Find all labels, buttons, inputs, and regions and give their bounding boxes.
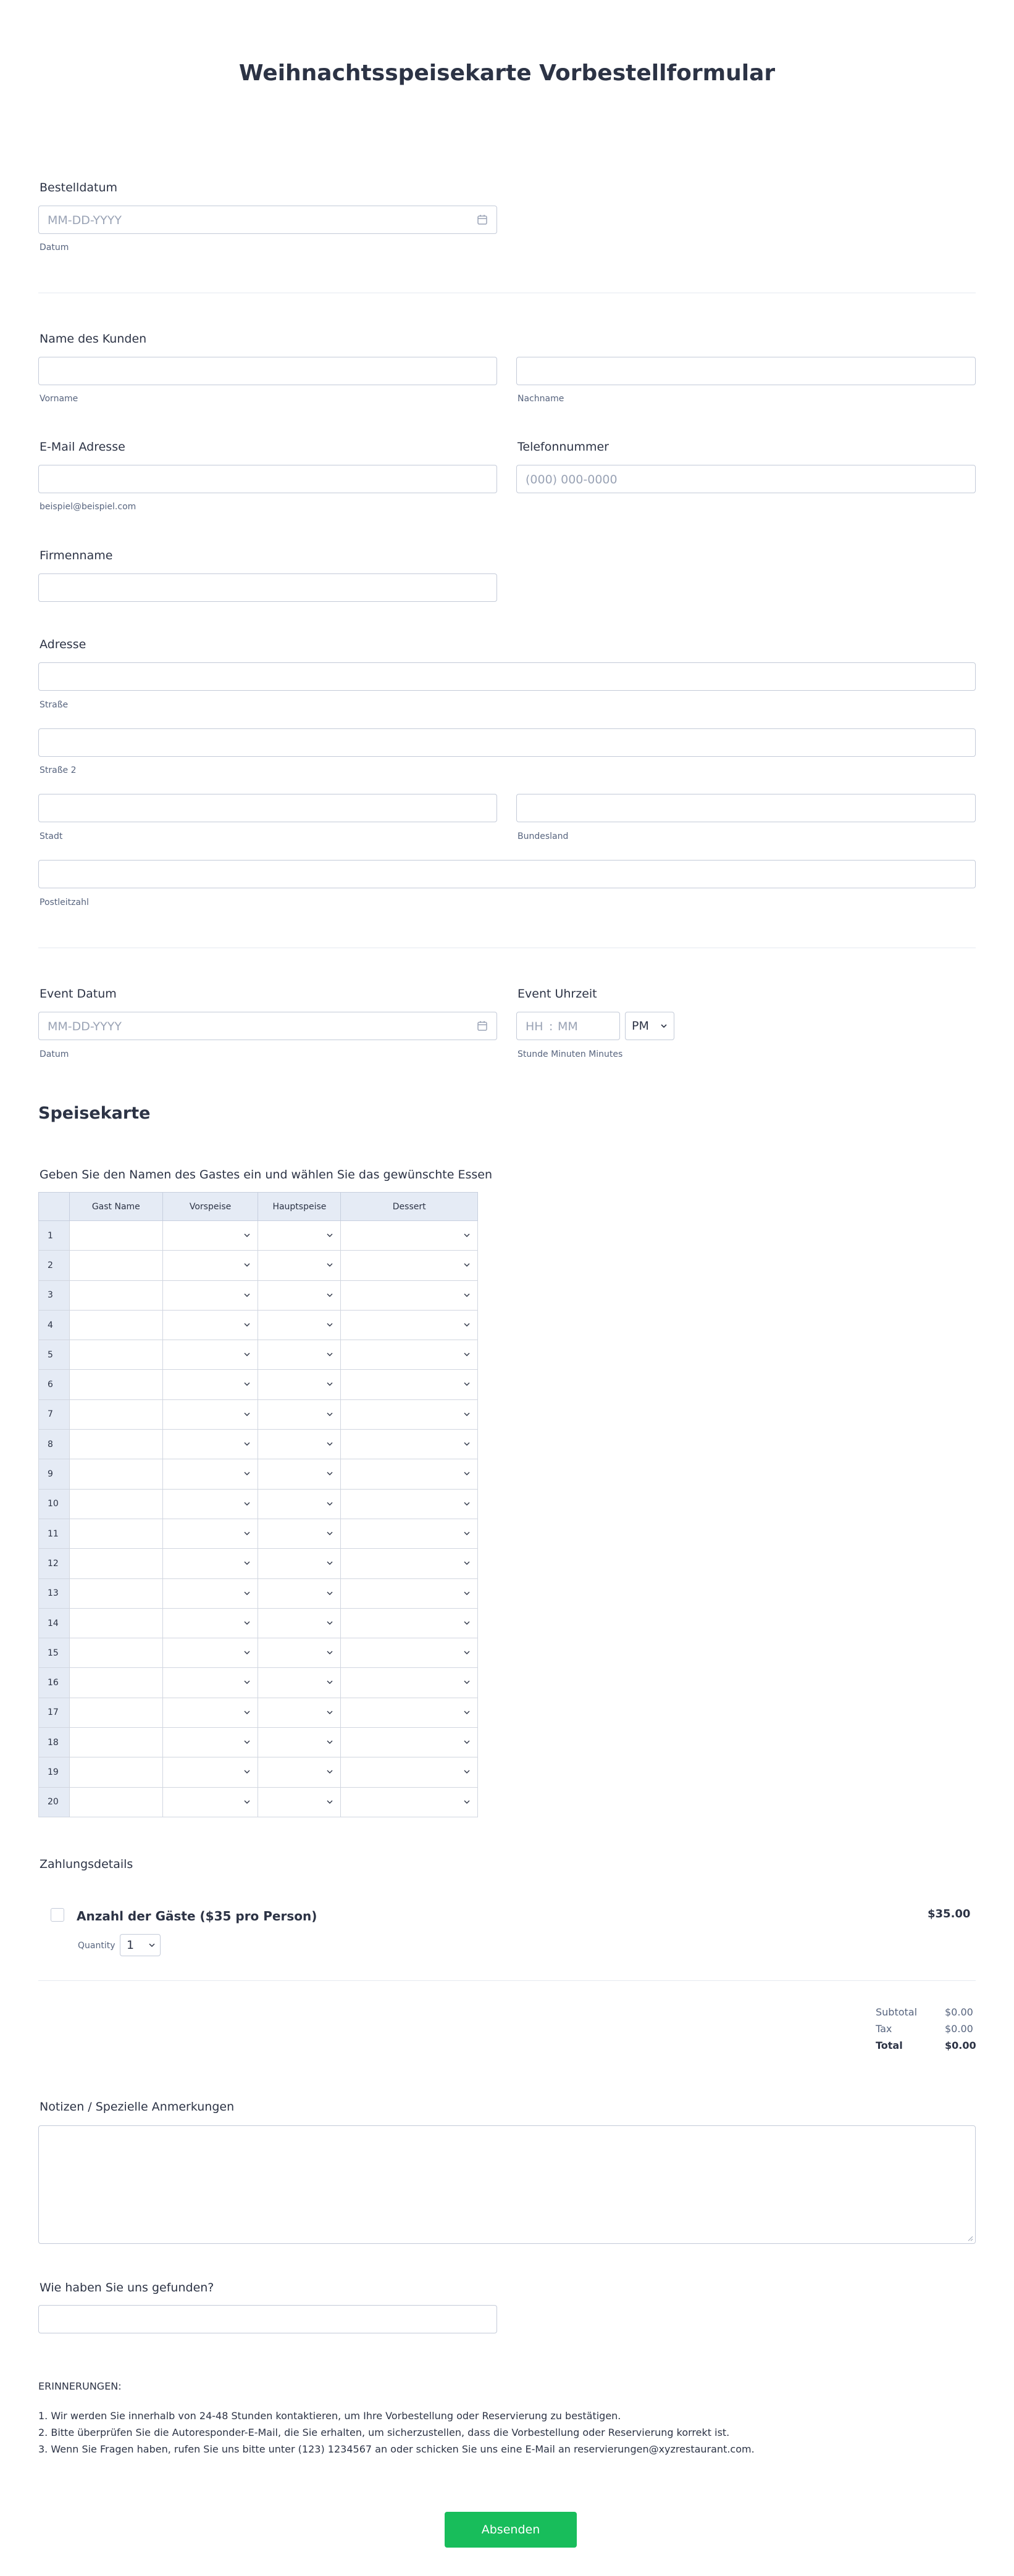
main-select[interactable]: [258, 1251, 341, 1280]
row-number: 8: [39, 1430, 70, 1459]
chevron-down-icon: [327, 1739, 333, 1745]
street-sublabel: Straße: [40, 700, 69, 710]
main-select[interactable]: [258, 1370, 341, 1399]
chevron-down-icon: [464, 1709, 470, 1715]
quantity-select[interactable]: [120, 1934, 161, 1956]
event-date-placeholder: MM-DD-YYYY: [48, 1020, 122, 1033]
guest-name-input[interactable]: [69, 1638, 162, 1668]
starter-select[interactable]: [162, 1638, 258, 1668]
table-row: [39, 1430, 478, 1459]
dessert-select[interactable]: [341, 1757, 478, 1787]
starter-select[interactable]: [162, 1430, 258, 1459]
main-select[interactable]: [258, 1430, 341, 1459]
matrix-header-row: [39, 1193, 478, 1221]
hour-placeholder: HH: [526, 1020, 543, 1033]
chevron-down-icon: [244, 1381, 250, 1387]
chevron-down-icon: [464, 1590, 470, 1596]
total-label: Total: [876, 2040, 903, 2051]
main-select[interactable]: [258, 1459, 341, 1489]
dessert-select[interactable]: [341, 1399, 478, 1429]
ampm-select[interactable]: [625, 1012, 674, 1040]
dessert-select[interactable]: [341, 1340, 478, 1370]
starter-select[interactable]: [162, 1221, 258, 1251]
dessert-select[interactable]: [341, 1638, 478, 1668]
starter-select[interactable]: [162, 1668, 258, 1698]
chevron-down-icon: [327, 1411, 333, 1417]
phone-input[interactable]: [516, 465, 976, 493]
chevron-down-icon: [464, 1620, 470, 1626]
notes-textarea[interactable]: [38, 2125, 976, 2244]
dessert-select[interactable]: [341, 1549, 478, 1578]
starter-select[interactable]: [162, 1489, 258, 1519]
chevron-down-icon: [327, 1679, 333, 1685]
guest-name-input[interactable]: [69, 1399, 162, 1429]
chevron-down-icon: [244, 1769, 250, 1775]
table-row: [39, 1787, 478, 1817]
dessert-select[interactable]: [341, 1787, 478, 1817]
divider: [38, 1980, 976, 1981]
event-date-input[interactable]: [38, 1012, 497, 1040]
chevron-down-icon: [464, 1232, 470, 1238]
event-date-sublabel: Datum: [40, 1049, 69, 1059]
starter-select[interactable]: [162, 1578, 258, 1608]
dessert-select[interactable]: [341, 1310, 478, 1340]
chevron-down-icon: [244, 1411, 250, 1417]
subtotal-value: $0.00: [945, 2006, 973, 2018]
starter-select[interactable]: [162, 1399, 258, 1429]
chevron-down-icon: [244, 1232, 250, 1238]
main-select[interactable]: [258, 1578, 341, 1608]
guest-name-input[interactable]: [69, 1459, 162, 1489]
street2-sublabel: Straße 2: [40, 765, 77, 775]
guest-name-input[interactable]: [69, 1578, 162, 1608]
main-select[interactable]: [258, 1757, 341, 1787]
chevron-down-icon: [464, 1530, 470, 1536]
chevron-down-icon: [464, 1262, 470, 1268]
chevron-down-icon: [327, 1470, 333, 1477]
table-row: [39, 1698, 478, 1727]
reminder-item-2: 2. Bitte überprüfen Sie die Autoresponder-E-Mail, die Sie erhalten, um sicherzustellen, dass die Vorbestellung oder Reservierung korrekt ist.: [38, 2427, 730, 2438]
main-select[interactable]: [258, 1221, 341, 1251]
dessert-select[interactable]: [341, 1698, 478, 1727]
main-select[interactable]: [258, 1519, 341, 1548]
event-time-input[interactable]: [516, 1012, 620, 1040]
tax-value: $0.00: [945, 2023, 973, 2035]
starter-select[interactable]: [162, 1787, 258, 1817]
chevron-down-icon: [464, 1322, 470, 1328]
ampm-value: PM: [632, 1019, 649, 1033]
chevron-down-icon: [464, 1739, 470, 1745]
dessert-select[interactable]: [341, 1251, 478, 1280]
dessert-select[interactable]: [341, 1578, 478, 1608]
chevron-down-icon: [464, 1381, 470, 1387]
col-main: Hauptspeise: [258, 1193, 341, 1221]
chevron-down-icon: [327, 1799, 333, 1805]
chevron-down-icon: [244, 1679, 250, 1685]
chevron-down-icon: [244, 1441, 250, 1447]
main-select[interactable]: [258, 1549, 341, 1578]
guest-name-input[interactable]: [69, 1310, 162, 1340]
table-row: [39, 1638, 478, 1668]
table-row: [39, 1578, 478, 1608]
col-guest-name: Gast Name: [69, 1193, 162, 1221]
chevron-down-icon: [464, 1411, 470, 1417]
table-row: [39, 1489, 478, 1519]
product-name: Anzahl der Gäste ($35 pro Person): [77, 1909, 317, 1924]
table-row: [39, 1757, 478, 1787]
chevron-down-icon: [327, 1590, 333, 1596]
city-input[interactable]: [38, 794, 497, 822]
chevron-down-icon: [327, 1709, 333, 1715]
form-title: Weihnachtsspeisekarte Vorbestellformular: [238, 60, 776, 86]
event-date-label: Event Datum: [40, 987, 117, 1001]
submit-button[interactable]: Absenden: [445, 2512, 577, 2548]
row-number: 17: [39, 1698, 70, 1727]
order-date-sublabel: Datum: [40, 243, 69, 252]
guest-name-input[interactable]: [69, 1519, 162, 1548]
email-sublabel: beispiel@beispiel.com: [40, 502, 136, 512]
row-number: 13: [39, 1578, 70, 1608]
chevron-down-icon: [244, 1739, 250, 1745]
col-starter: Vorspeise: [162, 1193, 258, 1221]
email-input[interactable]: [38, 465, 497, 493]
dessert-select[interactable]: [341, 1519, 478, 1548]
last-name-sublabel: Nachname: [517, 394, 564, 404]
table-row: [39, 1608, 478, 1638]
last-name-input[interactable]: [516, 357, 976, 385]
row-number: 4: [39, 1310, 70, 1340]
main-select[interactable]: [258, 1489, 341, 1519]
email-label: E-Mail Adresse: [40, 440, 125, 454]
chevron-down-icon: [464, 1799, 470, 1805]
starter-select[interactable]: [162, 1757, 258, 1787]
table-row: [39, 1399, 478, 1429]
guest-name-input[interactable]: [69, 1221, 162, 1251]
starter-select[interactable]: [162, 1698, 258, 1727]
product-price: $35.00: [928, 1907, 971, 1920]
dessert-select[interactable]: [341, 1280, 478, 1310]
matrix-corner: [39, 1193, 70, 1221]
starter-select[interactable]: [162, 1519, 258, 1548]
payment-label: Zahlungsdetails: [40, 1857, 133, 1871]
total-value: $0.00: [945, 2040, 976, 2051]
zip-sublabel: Postleitzahl: [40, 898, 89, 907]
reminder-item-1: 1. Wir werden Sie innerhalb von 24-48 Stunden kontaktieren, um Ihre Vorbestellung oder Reservierung zu bestätigen.: [38, 2410, 621, 2422]
guest-name-input[interactable]: [69, 1370, 162, 1399]
starter-select[interactable]: [162, 1608, 258, 1638]
row-number: 20: [39, 1787, 70, 1817]
starter-select[interactable]: [162, 1728, 258, 1757]
dessert-select[interactable]: [341, 1221, 478, 1251]
chevron-down-icon: [327, 1351, 333, 1357]
first-name-input[interactable]: [38, 357, 497, 385]
street-input[interactable]: [38, 662, 976, 691]
guest-name-input[interactable]: [69, 1668, 162, 1698]
reminder-item-3: 3. Wenn Sie Fragen haben, rufen Sie uns bitte unter (123) 1234567 an oder schicken Sie uns eine E-Mail an reservierungen@xyzrestaurant.com.: [38, 2443, 755, 2455]
chevron-down-icon: [149, 1943, 155, 1948]
subtotal-label: Subtotal: [876, 2006, 918, 2018]
chevron-down-icon: [327, 1322, 333, 1328]
event-time-sublabel: Stunde Minuten Minutes: [517, 1049, 623, 1059]
phone-placeholder: (000) 000-0000: [526, 473, 618, 486]
guest-name-input[interactable]: [69, 1698, 162, 1727]
guest-name-input[interactable]: [69, 1430, 162, 1459]
chevron-down-icon: [327, 1292, 333, 1298]
chevron-down-icon: [464, 1351, 470, 1357]
referral-label: Wie haben Sie uns gefunden?: [40, 2281, 214, 2295]
table-row: [39, 1668, 478, 1698]
calendar-icon[interactable]: [477, 1020, 488, 1032]
chevron-down-icon: [327, 1769, 333, 1775]
chevron-down-icon: [244, 1799, 250, 1805]
starter-select[interactable]: [162, 1340, 258, 1370]
time-separator: :: [549, 1020, 553, 1033]
first-name-sublabel: Vorname: [40, 394, 78, 404]
guest-name-input[interactable]: [69, 1251, 162, 1280]
row-number: 7: [39, 1399, 70, 1429]
starter-select[interactable]: [162, 1549, 258, 1578]
notes-label: Notizen / Spezielle Anmerkungen: [40, 2100, 235, 2114]
chevron-down-icon: [660, 1023, 668, 1029]
main-select[interactable]: [258, 1280, 341, 1310]
table-row: [39, 1370, 478, 1399]
chevron-down-icon: [327, 1262, 333, 1268]
zip-input[interactable]: [38, 860, 976, 888]
row-number: 16: [39, 1668, 70, 1698]
chevron-down-icon: [244, 1322, 250, 1328]
row-number: 1: [39, 1221, 70, 1251]
chevron-down-icon: [244, 1590, 250, 1596]
chevron-down-icon: [244, 1620, 250, 1626]
chevron-down-icon: [464, 1441, 470, 1447]
starter-select[interactable]: [162, 1370, 258, 1399]
guest-name-input[interactable]: [69, 1489, 162, 1519]
quantity-value: 1: [127, 1938, 135, 1952]
table-row: [39, 1221, 478, 1251]
row-number: 15: [39, 1638, 70, 1668]
chevron-down-icon: [464, 1560, 470, 1566]
state-input[interactable]: [516, 794, 976, 822]
phone-label: Telefonnummer: [517, 440, 609, 454]
guest-name-input[interactable]: [69, 1787, 162, 1817]
main-select[interactable]: [258, 1340, 341, 1370]
dessert-select[interactable]: [341, 1668, 478, 1698]
tax-label: Tax: [876, 2023, 892, 2035]
chevron-down-icon: [244, 1530, 250, 1536]
chevron-down-icon: [327, 1649, 333, 1656]
chevron-down-icon: [327, 1560, 333, 1566]
main-select[interactable]: [258, 1698, 341, 1727]
chevron-down-icon: [464, 1292, 470, 1298]
company-input[interactable]: [38, 573, 497, 602]
dessert-select[interactable]: [341, 1430, 478, 1459]
guest-name-input[interactable]: [69, 1340, 162, 1370]
chevron-down-icon: [464, 1470, 470, 1477]
chevron-down-icon: [464, 1679, 470, 1685]
main-select[interactable]: [258, 1310, 341, 1340]
dessert-select[interactable]: [341, 1489, 478, 1519]
chevron-down-icon: [327, 1441, 333, 1447]
row-number: 19: [39, 1757, 70, 1787]
table-row: [39, 1251, 478, 1280]
table-row: [39, 1459, 478, 1489]
chevron-down-icon: [244, 1262, 250, 1268]
company-label: Firmenname: [40, 549, 113, 562]
dessert-select[interactable]: [341, 1459, 478, 1489]
starter-select[interactable]: [162, 1459, 258, 1489]
city-sublabel: Stadt: [40, 832, 63, 841]
main-select[interactable]: [258, 1399, 341, 1429]
guest-name-input[interactable]: [69, 1728, 162, 1757]
chevron-down-icon: [327, 1501, 333, 1507]
starter-select[interactable]: [162, 1251, 258, 1280]
chevron-down-icon: [244, 1560, 250, 1566]
chevron-down-icon: [327, 1530, 333, 1536]
chevron-down-icon: [464, 1501, 470, 1507]
chevron-down-icon: [244, 1649, 250, 1656]
row-number: 12: [39, 1549, 70, 1578]
table-row: [39, 1280, 478, 1310]
customer-name-label: Name des Kunden: [40, 332, 147, 346]
chevron-down-icon: [244, 1470, 250, 1477]
table-row: [39, 1519, 478, 1548]
main-select[interactable]: [258, 1638, 341, 1668]
order-date-input[interactable]: [38, 206, 497, 234]
row-number: 18: [39, 1728, 70, 1757]
row-number: 10: [39, 1489, 70, 1519]
table-row: [39, 1310, 478, 1340]
guest-name-input[interactable]: [69, 1280, 162, 1310]
product-checkbox[interactable]: [51, 1908, 64, 1922]
chevron-down-icon: [244, 1709, 250, 1715]
dessert-select[interactable]: [341, 1728, 478, 1757]
chevron-down-icon: [327, 1620, 333, 1626]
minute-placeholder: MM: [558, 1020, 578, 1033]
table-row: [39, 1728, 478, 1757]
menu-instruction: Geben Sie den Namen des Gastes ein und wählen Sie das gewünschte Essen: [40, 1168, 493, 1182]
row-number: 6: [39, 1370, 70, 1399]
row-number: 2: [39, 1251, 70, 1280]
address-label: Adresse: [40, 638, 86, 651]
chevron-down-icon: [464, 1649, 470, 1656]
reminders-heading: ERINNERUNGEN:: [38, 2380, 122, 2392]
calendar-icon[interactable]: [477, 214, 488, 225]
dessert-select[interactable]: [341, 1608, 478, 1638]
chevron-down-icon: [244, 1501, 250, 1507]
chevron-down-icon: [464, 1769, 470, 1775]
street2-input[interactable]: [38, 728, 976, 757]
starter-select[interactable]: [162, 1280, 258, 1310]
quantity-label: Quantity: [78, 1941, 115, 1951]
state-sublabel: Bundesland: [517, 832, 569, 841]
chevron-down-icon: [327, 1381, 333, 1387]
guest-name-input[interactable]: [69, 1608, 162, 1638]
referral-input[interactable]: [38, 2305, 497, 2333]
row-number: 9: [39, 1459, 70, 1489]
row-number: 14: [39, 1608, 70, 1638]
menu-section-title: Speisekarte: [38, 1104, 151, 1123]
row-number: 3: [39, 1280, 70, 1310]
main-select[interactable]: [258, 1668, 341, 1698]
resize-handle-icon[interactable]: [967, 2235, 973, 2241]
main-select[interactable]: [258, 1787, 341, 1817]
event-time-label: Event Uhrzeit: [517, 987, 597, 1001]
main-select[interactable]: [258, 1728, 341, 1757]
col-dessert: Dessert: [341, 1193, 478, 1221]
guest-name-input[interactable]: [69, 1549, 162, 1578]
main-select[interactable]: [258, 1608, 341, 1638]
chevron-down-icon: [327, 1232, 333, 1238]
table-row: [39, 1549, 478, 1578]
starter-select[interactable]: [162, 1310, 258, 1340]
row-number: 5: [39, 1340, 70, 1370]
row-number: 11: [39, 1519, 70, 1548]
order-date-placeholder: MM-DD-YYYY: [48, 214, 122, 227]
order-date-label: Bestelldatum: [40, 181, 118, 194]
guest-name-input[interactable]: [69, 1757, 162, 1787]
chevron-down-icon: [244, 1292, 250, 1298]
chevron-down-icon: [244, 1351, 250, 1357]
table-row: [39, 1340, 478, 1370]
dessert-select[interactable]: [341, 1370, 478, 1399]
menu-matrix: [38, 1192, 478, 1817]
